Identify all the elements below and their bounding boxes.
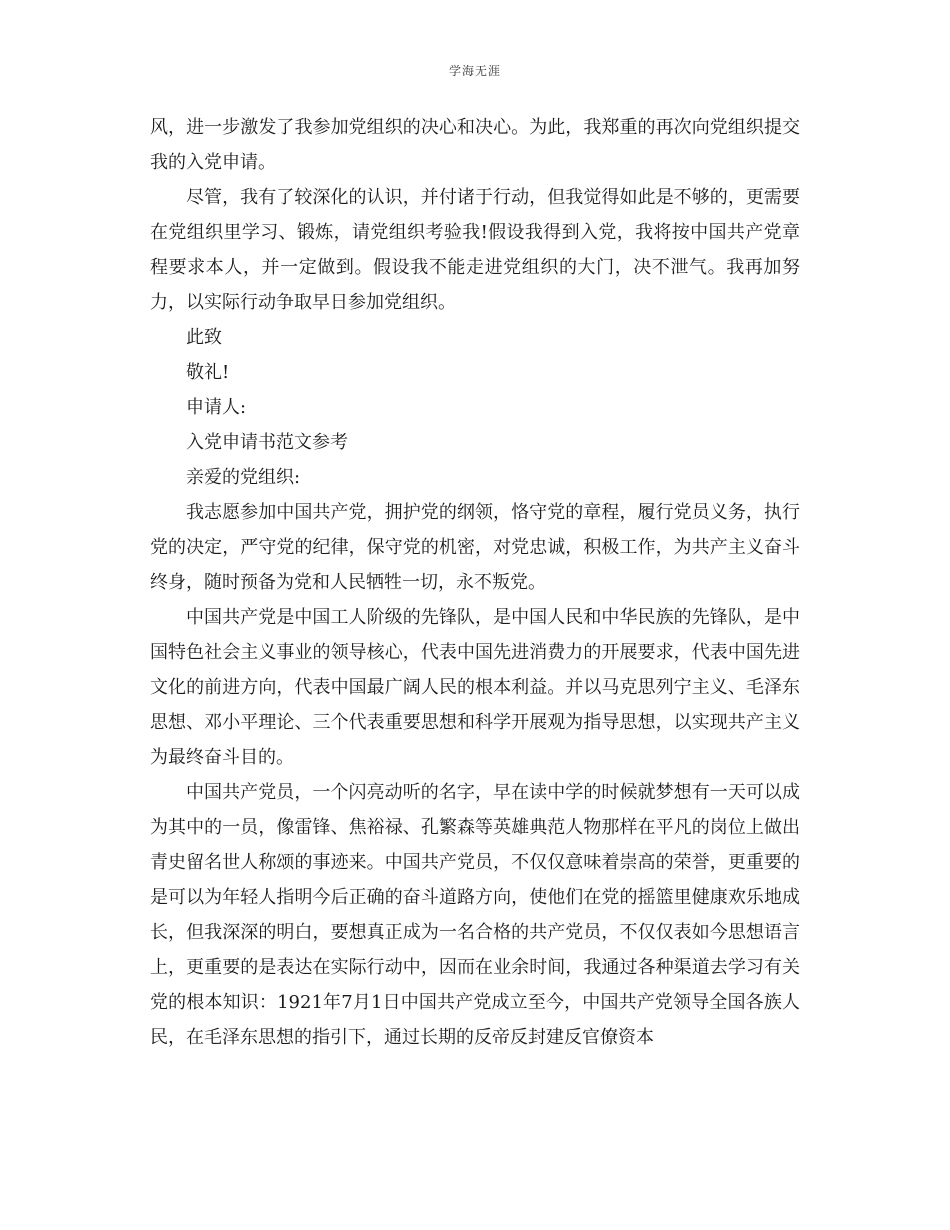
page-header: 学海无涯 (448, 64, 501, 78)
greeting: 亲爱的党组织: (186, 467, 301, 488)
paragraph: 中国共产党员，一个闪亮动听的名字，早在读中学的时候就梦想有一天可以成为其中的一员，像雷锋、焦裕禄、孔繁森等英雄典范人物那样在平凡的岗位上做出青史留名世人称颂的事迹来。中国共产党员，不仅仅意味着崇高的荣誉，更重要的是可以为年轻人指明今后正确的奋斗道路方向，使他们在党的摇篮里健康欢乐地成长，但我深深的明白，要想真正成为一名合格的共产党员，不仅仅表如今思想语言上，更重要的是表达在实际行动中，因而在业余时间，我通过各种渠道去学习有关党的根本知识：1921年7月1日中国共产党成立至今，中国共产党领导全国各族人民，在毛泽东思想的指引下，通过长期的反帝反封建反官僚资本 (150, 782, 800, 1048)
paragraph-continuation: 风，进一步激发了我参加党组织的决心和决心。为此，我郑重的再次向党组织提交我的入党申请。 (150, 117, 800, 173)
closing-salutation: 此致 (186, 327, 222, 348)
paragraph: 尽管，我有了较深化的认识，并付诸于行动，但我觉得如此是不够的，更需要在党组织里学习、锻炼，请党组织考验我!假设我得到入党，我将按中国共产党章程要求本人，并一定做到。假设我不能走进党组织的大门，决不泄气。我再加努力，以实际行动争取早日参加党组织。 (150, 187, 800, 313)
paragraph: 中国共产党是中国工人阶级的先锋队，是中国人民和中华民族的先锋队，是中国特色社会主义事业的领导核心，代表中国先进消费力的开展要求，代表中国先进文化的前进方向，代表中国最广阔人民的根本利益。并以马克思列宁主义、毛泽东思想、邓小平理论、三个代表重要思想和科学开展观为指导思想，以实现共产主义为最终奋斗目的。 (150, 607, 800, 768)
applicant-label: 申请人: (186, 397, 247, 418)
section-title: 入党申请书范文参考 (186, 432, 348, 453)
paragraph: 我志愿参加中国共产党，拥护党的纲领，恪守党的章程，履行党员义务，执行党的决定，严守党的纪律，保守党的机密，对党忠诚，积极工作，为共产主义奋斗终身，随时预备为党和人民牺牲一切，永不叛党。 (150, 502, 800, 593)
closing-regards: 敬礼! (186, 362, 230, 383)
document-body (150, 110, 800, 1055)
